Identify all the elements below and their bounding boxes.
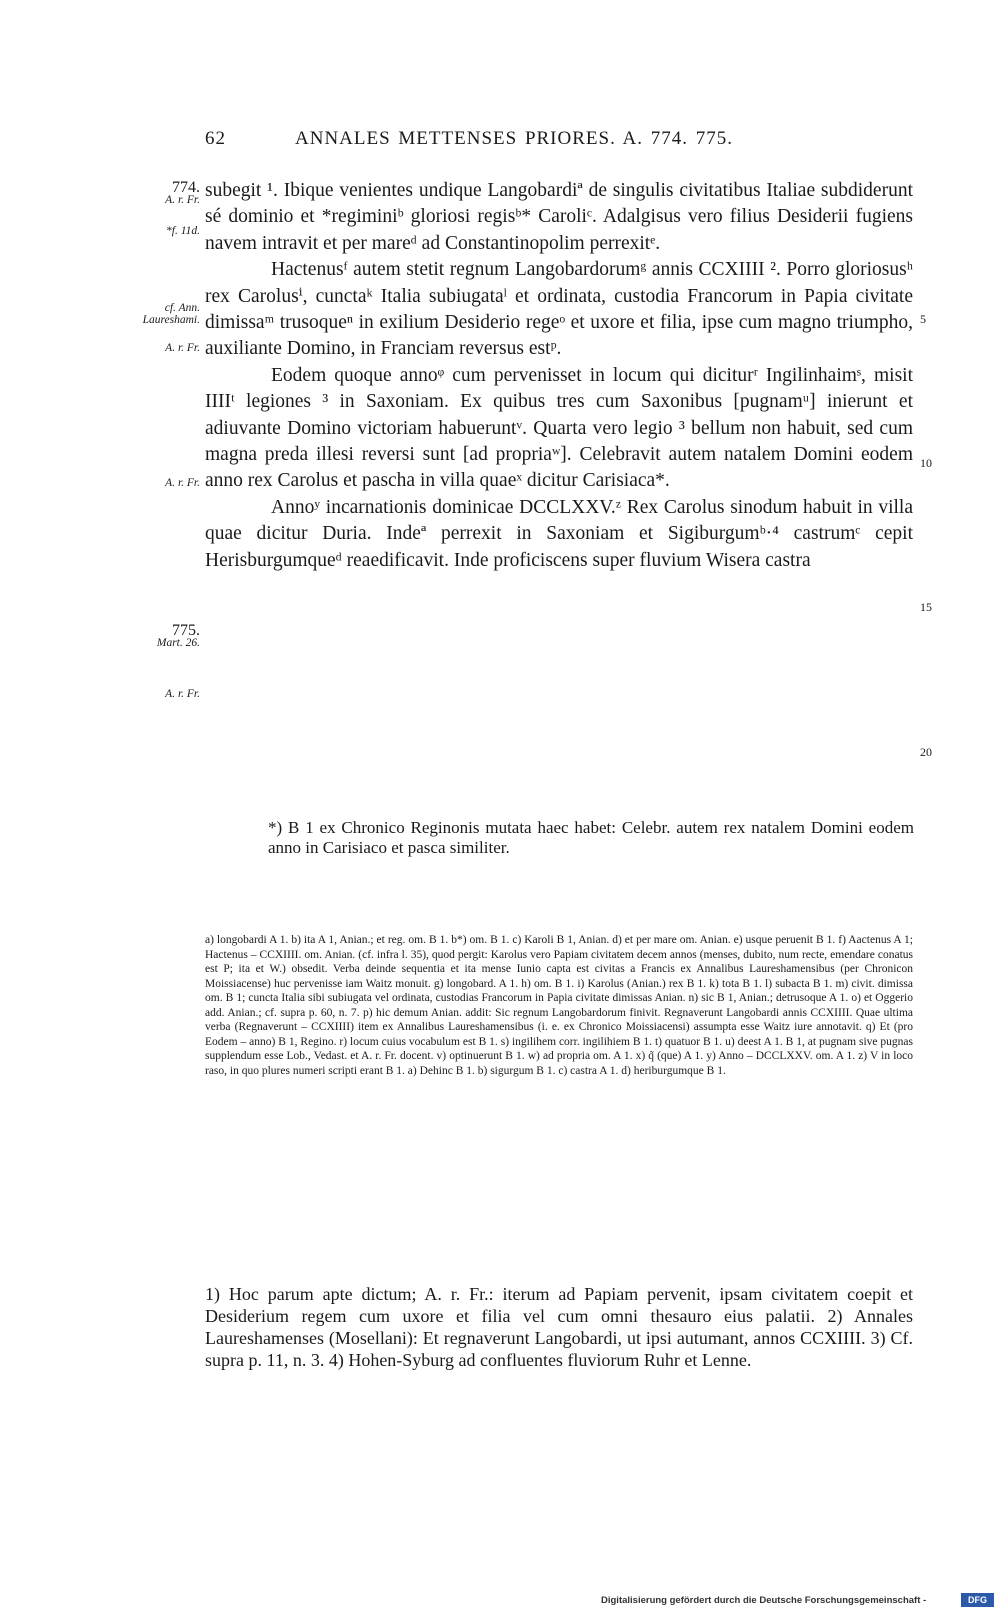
margin-note-775 xyxy=(108,622,200,649)
margin-note-774 xyxy=(108,179,200,206)
margin-ref: A. r. Fr. xyxy=(165,342,200,354)
main-text xyxy=(205,178,913,574)
margin-note-arfr-1 xyxy=(108,342,200,354)
main-paragraph: Hactenusᶠ autem stetit regnum Langobardorumᵍ annis CCXIIII ². Porro gloriosusʰ rex Carolusⁱ, cunctaᵏ Italia subiugataˡ et ordinata, custodia Francorum in Papia civitate dimissaᵐ trusoqueⁿ in exilium Desiderio regeᵒ et uxore et filia, ipse cum magno triumpho, auxiliante Domino, in Franciam reversus estᵖ. xyxy=(205,259,913,360)
margin-year: 774. xyxy=(172,179,200,196)
margin-note-arfr-2 xyxy=(108,477,200,489)
line-number-20: 20 xyxy=(920,745,932,759)
star-note: *) B 1 ex Chronico Reginonis mutata haec habet: Celebr. autem rex natalem Domini eodem anno in Carisiaco et pasca similiter. xyxy=(268,818,914,857)
line-number-10: 10 xyxy=(920,456,932,470)
margin-note-laureshami xyxy=(108,302,200,326)
footnotes: 1) Hoc parum apte dictum; A. r. Fr.: iterum ad Papiam pervenit, ipsam civitatem coepit et Desiderium regem cum uxore et filia vel cum omni thesauro eius palatii. 2) Annales Laureshamenses (Mosellani): Et regnaverunt Langobardi, ut ipsi autumant, annos CCXIIII. 3) Cf. supra p. 11, n. 3. 4) Hohen-Syburg ad confluentes fluviorum Ruhr et Lenne. xyxy=(205,1284,913,1370)
margin-ref: A. r. Fr. xyxy=(165,688,200,700)
margin-note-folio xyxy=(108,225,200,237)
margin-ref: *f. 11d. xyxy=(166,225,200,237)
line-number-15: 15 xyxy=(920,600,932,614)
margin-ref: cf. Ann. Laureshami. xyxy=(142,302,200,326)
margin-note-arfr-3 xyxy=(108,688,200,700)
main-paragraph: Annoʸ incarnationis dominicae DCCLXXV.ᶻ Rex Carolus sinodum habuit in villa quae dicitur Duria. Indeª perrexit in Saxoniam et Sigiburgumᵇ·⁴ castrumᶜ cepit Herisburgumqueᵈ reaedificavit. Inde proficiscens super fluvium Wisera castra xyxy=(205,496,913,571)
critical-apparatus: a) longobardi A 1. b) ita A 1, Anian.; et reg. om. B 1. b*) om. B 1. c) Karoli B 1, Anian. d) et per mare om. Anian. e) usque peruenit B 1. f) Aactenus A 1; Hactenus – CCXIIII. om. Anian. (cf. infra l. 35), quod pergit: Karolus vero Papiam civitatem decem annos (menses, dubito, num recte, emendare conatus est P; ita et W.) obsedit. Verba deinde sequentia et ita mense Iunio capta est civitas a Francis ex Annalibus Laureshamensibus (per Chronicon Moissiacense) huc pervenisse iam Waitz monuit. g) longobard. A 1. h) om. B 1. i) Karolus (Anian.) rex B 1. k) tota B 1. l) subacta B 1. m) civit. dimissa om. B 1; cuncta Italia sibi subiugata vel ordinata, custodias Francorum in Papia civitate dimissas Anian. n) sic B 1, Anian.; detrusoque A 1. o) et Oggerio add. Anian.; cf. supra p. 60, n. 7. p) hic demum Anian. addit: Sic regnum Langobardorum finivit. Regnaverunt Langobardi annis CCXIIII. Quae ultima verba (Regnaverunt – CCXIIII) item ex Annalibus Laureshamensibus (i. e. ex Chronico Moissiacensi) assumpta esse Waitz iure annotavit. q) Et (pro Eodem – anno) B 1, Regino. r) locum cuius vocabulum est B 1. s) ingilihem corr. ingilihiem B 1. t) quatuor B 1. u) deest A 1. B 1, at pugnam sive pugnas supplendum esse Lob., Vedast. et A. r. Fr. docent. v) optinuerunt B 1. w) ad propria om. A 1. x) q̃ (que) A 1. y) Anno – DCCLXXV. om. A 1. z) V in loco raso, in quo plures numeri scripti erant B 1. a) Dehinc B 1. b) sigurgum B 1. c) castra A 1. d) heriburgumque B 1. xyxy=(205,934,913,1077)
margin-year: 775. xyxy=(172,622,200,639)
main-paragraph: subegit ¹. Ibique venientes undique Langobardiª de singulis civitatibus Italiae subdiderunt sé dominio et *regiminiᵇ gloriosi regisᵇ* Caroliᶜ. Adalgisus vero filius Desiderii fugiens navem intravit et per mareᵈ ad Constantinopolim perrexitᵉ. xyxy=(205,180,913,254)
main-paragraph: Eodem quoque annoᵠ cum pervenisset in locum qui diciturʳ Ingilinhaimˢ, misit IIIIᵗ legiones ³ in Saxoniam. Ex quibus tres cum Saxonibus [pugnamᵘ] inierunt et adiuvante Domino victoriam habueruntᵛ. Quarta vero legio ³ bellum non habuit, sed cum magna preda illesi reversi sunt [ad propriaʷ]. Celebravit autem natalem Domini eodem anno rex Carolus et pascha in villa quaeˣ dicitur Carisiaca*. xyxy=(205,364,913,492)
digitization-note: Digitalisierung gefördert durch die Deutsche Forschungsgemeinschaft - xyxy=(601,1595,927,1606)
running-title: ANNALES METTENSES PRIORES. A. 774. 775. xyxy=(295,128,733,149)
line-number-5: 5 xyxy=(920,312,926,326)
margin-ref: Mart. 26. xyxy=(156,637,200,649)
margin-ref: A. r. Fr. xyxy=(165,194,200,206)
margin-ref: A. r. Fr. xyxy=(165,477,200,489)
dfg-logo: DFG xyxy=(961,1593,994,1607)
page-number: 62 xyxy=(205,128,226,149)
